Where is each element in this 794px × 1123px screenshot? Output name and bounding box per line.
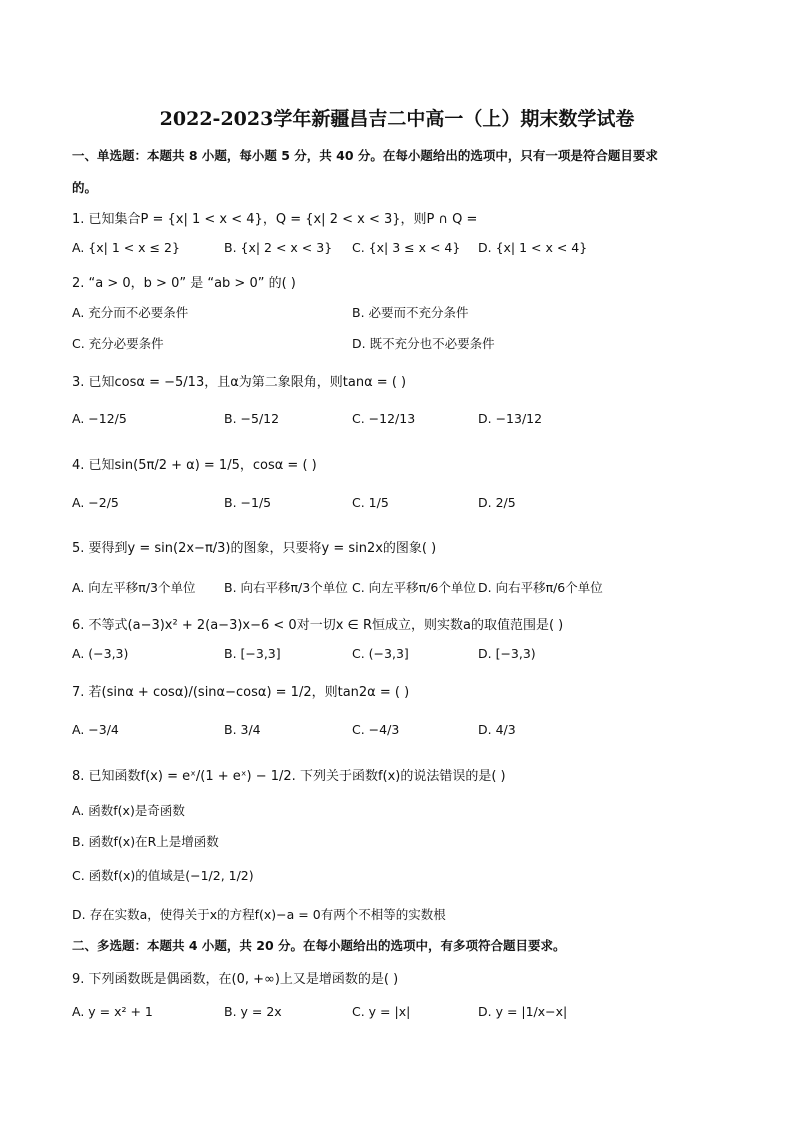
question-4-option-a[interactable]: A. −2/5 <box>72 495 119 510</box>
question-1-option-a[interactable]: A. {x| 1 < x ≤ 2} <box>72 240 180 255</box>
section-1-heading-cont: 的。 <box>72 180 98 195</box>
question-4-option-d[interactable]: D. 2/5 <box>478 495 516 510</box>
question-5-option-c[interactable]: C. 向左平移π/6个单位 <box>352 580 476 595</box>
question-2-option-c[interactable]: C. 充分必要条件 <box>72 336 164 351</box>
question-2-option-d[interactable]: D. 既不充分也不必要条件 <box>352 336 495 351</box>
question-2-option-b[interactable]: B. 必要而不充分条件 <box>352 305 469 320</box>
question-5-option-b[interactable]: B. 向右平移π/3个单位 <box>224 580 348 595</box>
question-5-stem: 5. 要得到y = sin(2x−π/3)的图象，只要将y = sin2x的图象( ) <box>72 541 437 556</box>
question-6-option-d[interactable]: D. [−3,3) <box>478 646 536 661</box>
question-7-option-a[interactable]: A. −3/4 <box>72 722 119 737</box>
question-1-stem: 1. 已知集合P = {x| 1 < x < 4}，Q = {x| 2 < x < 3}，则P ∩ Q = <box>72 212 478 227</box>
question-8-stem: 8. 已知函数f(x) = eˣ/(1 + eˣ) − 1/2. 下列关于函数f(x)的说法错误的是( ) <box>72 769 506 784</box>
question-7-option-d[interactable]: D. 4/3 <box>478 722 516 737</box>
question-1-option-b[interactable]: B. {x| 2 < x < 3} <box>224 240 333 255</box>
question-5-option-d[interactable]: D. 向右平移π/6个单位 <box>478 580 603 595</box>
question-7-stem: 7. 若(sinα + cosα)/(sinα−cosα) = 1/2，则tan2α = ( ) <box>72 685 410 700</box>
question-4-option-b[interactable]: B. −1/5 <box>224 495 272 510</box>
question-9-stem: 9. 下列函数既是偶函数，在(0, +∞)上又是增函数的是( ) <box>72 972 399 987</box>
question-7-option-c[interactable]: C. −4/3 <box>352 722 400 737</box>
question-8-option-d[interactable]: D. 存在实数a，使得关于x的方程f(x)−a = 0有两个不相等的实数根 <box>72 907 446 922</box>
question-3-stem: 3. 已知cosα = −5/13，且α为第二象限角，则tanα = ( ) <box>72 375 407 390</box>
question-6-option-c[interactable]: C. (−3,3] <box>352 646 409 661</box>
question-9-option-a[interactable]: A. y = x² + 1 <box>72 1004 153 1019</box>
question-2-stem: 2. “a > 0，b > 0” 是 “ab > 0” 的( ) <box>72 276 296 291</box>
question-3-option-d[interactable]: D. −13/12 <box>478 411 543 426</box>
question-9-option-c[interactable]: C. y = |x| <box>352 1004 411 1019</box>
question-8-option-b[interactable]: B. 函数f(x)在R上是增函数 <box>72 834 219 849</box>
question-1-option-d[interactable]: D. {x| 1 < x < 4} <box>478 240 588 255</box>
question-3-option-a[interactable]: A. −12/5 <box>72 411 127 426</box>
question-6-option-a[interactable]: A. (−3,3) <box>72 646 129 661</box>
question-3-option-c[interactable]: C. −12/13 <box>352 411 416 426</box>
question-4-stem: 4. 已知sin(5π/2 + α) = 1/5，cosα = ( ) <box>72 458 317 473</box>
question-5-option-a[interactable]: A. 向左平移π/3个单位 <box>72 580 196 595</box>
section-1-heading: 一、单选题：本题共 8 小题，每小题 5 分，共 40 分。在每小题给出的选项中，只有一项是符合题目要求 <box>72 148 658 163</box>
question-6-stem: 6. 不等式(a−3)x² + 2(a−3)x−6 < 0对一切x ∈ R恒成立，则实数a的取值范围是( ) <box>72 618 564 633</box>
question-4-option-c[interactable]: C. 1/5 <box>352 495 389 510</box>
question-1-option-c[interactable]: C. {x| 3 ≤ x < 4} <box>352 240 461 255</box>
question-9-option-b[interactable]: B. y = 2x <box>224 1004 282 1019</box>
question-6-option-b[interactable]: B. [−3,3] <box>224 646 281 661</box>
section-2-heading: 二、多选题：本题共 4 小题，共 20 分。在每小题给出的选项中，有多项符合题目要求。 <box>72 938 566 953</box>
question-8-option-c[interactable]: C. 函数f(x)的值域是(−1/2, 1/2) <box>72 868 254 883</box>
question-9-option-d[interactable]: D. y = |1/x−x| <box>478 1004 568 1019</box>
question-2-option-a[interactable]: A. 充分而不必要条件 <box>72 305 189 320</box>
question-3-option-b[interactable]: B. −5/12 <box>224 411 280 426</box>
question-8-option-a[interactable]: A. 函数f(x)是奇函数 <box>72 803 185 818</box>
question-7-option-b[interactable]: B. 3/4 <box>224 722 261 737</box>
exam-title: 2022-2023学年新疆昌吉二中高一（上）期末数学试卷 <box>159 108 635 130</box>
